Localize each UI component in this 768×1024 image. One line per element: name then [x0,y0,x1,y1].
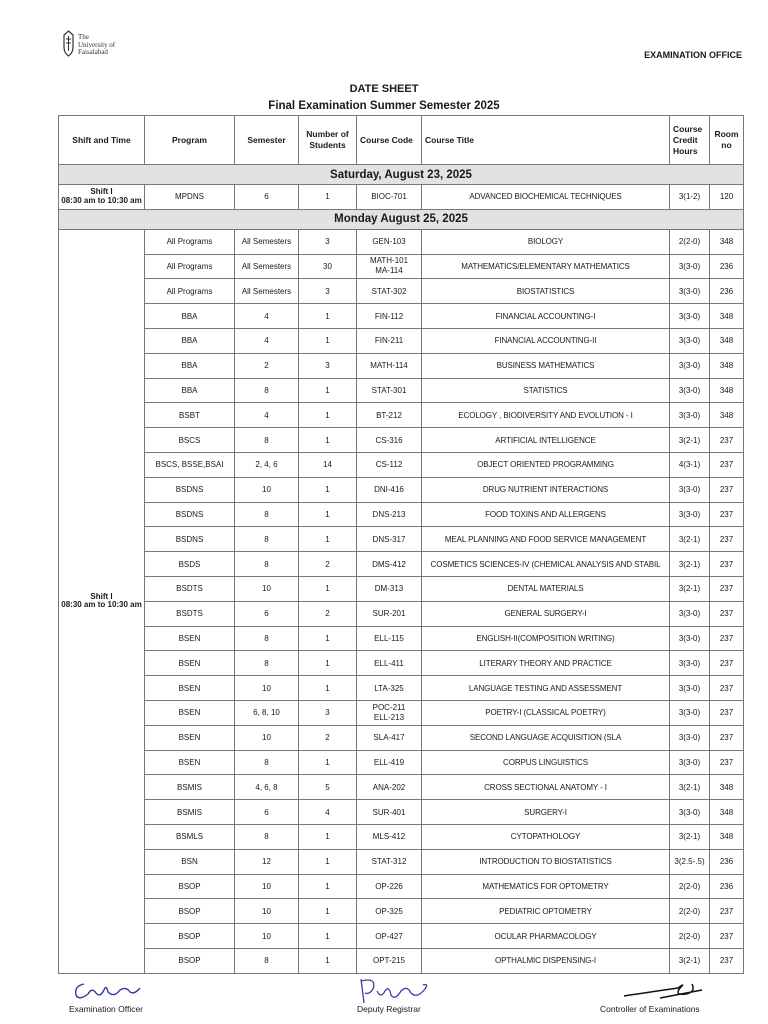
room-cell: 237 [710,552,744,577]
course-title-cell: PEDIATRIC OPTOMETRY [422,899,670,924]
students-cell: 2 [299,725,357,750]
course-code-cell: SLA-417 [357,725,422,750]
course-code-line: MA-114 [375,266,403,276]
students-cell: 3 [299,229,357,254]
semester-cell: 12 [235,849,299,874]
credit-cell: 3(2-1) [670,576,710,601]
course-code-line: ELL-213 [373,712,405,722]
students-cell: 3 [299,279,357,304]
table-row [59,229,744,254]
header-semester: Semester [235,116,299,165]
course-title-cell: SECOND LANGUAGE ACQUISITION (SLA [422,725,670,750]
room-cell: 237 [710,948,744,973]
program-cell: BSDNS [145,477,235,502]
program-cell: All Programs [145,229,235,254]
credit-cell: 3(2.5-.5) [670,849,710,874]
date-row [59,209,744,229]
room-cell: 236 [710,254,744,279]
credit-cell: 3(3-0) [670,601,710,626]
students-cell: 1 [299,651,357,676]
course-title-cell: OPTHALMIC DISPENSING-I [422,948,670,973]
course-code-cell: STAT-302 [357,279,422,304]
table-row [59,502,744,527]
table-row [59,576,744,601]
course-title-cell: POETRY-I (CLASSICAL POETRY) [422,700,670,725]
room-cell: 348 [710,304,744,329]
date-label: Monday August 25, 2025 [59,209,744,229]
room-cell: 237 [710,626,744,651]
program-cell: All Programs [145,254,235,279]
course-title-cell: ECOLOGY , BIODIVERSITY AND EVOLUTION - I [422,403,670,428]
credit-cell: 3(3-0) [670,328,710,353]
program-cell: BSN [145,849,235,874]
credit-cell: 3(3-0) [670,353,710,378]
room-cell: 120 [710,185,744,210]
room-cell: 237 [710,576,744,601]
program-cell: BSDTS [145,576,235,601]
table-row [59,899,744,924]
course-code-cell: FIN-211 [357,328,422,353]
semester-cell: 8 [235,948,299,973]
students-cell: 1 [299,626,357,651]
credit-cell: 3(3-0) [670,651,710,676]
course-code-cell: STAT-301 [357,378,422,403]
course-code-cell: FIN-112 [357,304,422,329]
table-row [59,353,744,378]
course-code-cell: MATH-114 [357,353,422,378]
course-code-cell: OPT-215 [357,948,422,973]
table-row [59,874,744,899]
course-title-cell: GENERAL SURGERY-I [422,601,670,626]
table-body [59,165,744,974]
shift-cell [59,229,145,973]
table-row [59,626,744,651]
semester-cell: 6 [235,800,299,825]
credit-cell: 2(2-0) [670,899,710,924]
course-code-cell: CS-112 [357,452,422,477]
header-students: Number of Students [299,116,357,165]
semester-cell: 8 [235,378,299,403]
students-cell: 1 [299,428,357,453]
semester-cell: 4, 6, 8 [235,775,299,800]
room-cell: 236 [710,874,744,899]
course-title-cell: ENGLISH-II(COMPOSITION WRITING) [422,626,670,651]
credit-cell: 3(2-1) [670,775,710,800]
course-code-cell: DNS-213 [357,502,422,527]
course-code-cell: SUR-201 [357,601,422,626]
room-cell: 237 [710,750,744,775]
signature-label-examination-officer: Examination Officer [69,1004,144,1014]
table-header-row [59,116,744,165]
students-cell: 1 [299,750,357,775]
university-logo [62,30,115,58]
semester-cell: 4 [235,328,299,353]
room-cell: 237 [710,527,744,552]
table-row [59,601,744,626]
course-code-cell: ANA-202 [357,775,422,800]
program-cell: BSEN [145,750,235,775]
table-row [59,700,744,725]
credit-cell: 3(2-1) [670,428,710,453]
semester-cell: 8 [235,428,299,453]
semester-cell: 2 [235,353,299,378]
credit-cell: 3(2-1) [670,824,710,849]
course-code-cell: DNS-317 [357,527,422,552]
room-cell: 348 [710,403,744,428]
students-cell: 1 [299,576,357,601]
course-code-cell: CS-316 [357,428,422,453]
table-row [59,725,744,750]
course-code-cell: DM-313 [357,576,422,601]
program-cell: BSOP [145,948,235,973]
semester-cell: 10 [235,576,299,601]
course-code-cell: BIOC-701 [357,185,422,210]
room-cell: 237 [710,899,744,924]
course-title-cell: BUSINESS MATHEMATICS [422,353,670,378]
shift-name: Shift I [90,187,113,197]
course-title-cell: FINANCIAL ACCOUNTING-I [422,304,670,329]
course-title-cell: OBJECT ORIENTED PROGRAMMING [422,452,670,477]
program-cell: BSEN [145,725,235,750]
credit-cell: 3(1-2) [670,185,710,210]
semester-cell: 4 [235,304,299,329]
course-title-cell: ARTIFICIAL INTELLIGENCE [422,428,670,453]
course-code-cell: STAT-312 [357,849,422,874]
students-cell: 1 [299,304,357,329]
students-cell: 1 [299,948,357,973]
course-title-cell: CROSS SECTIONAL ANATOMY - I [422,775,670,800]
room-cell: 237 [710,428,744,453]
course-title-cell: ADVANCED BIOCHEMICAL TECHNIQUES [422,185,670,210]
course-code-cell [357,700,422,725]
room-cell: 237 [710,452,744,477]
table-row [59,304,744,329]
semester-cell: 6 [235,185,299,210]
signature-label-deputy-registrar: Deputy Registrar [357,1004,421,1014]
room-cell: 237 [710,924,744,949]
logo-text: The University of Faisalabad [78,33,116,56]
shift-cell [59,185,145,210]
table-row [59,676,744,701]
students-cell: 5 [299,775,357,800]
program-cell: BSCS, BSSE,BSAI [145,452,235,477]
course-title-cell: CORPUS LINGUISTICS [422,750,670,775]
students-cell: 2 [299,601,357,626]
course-title-cell: BIOSTATISTICS [422,279,670,304]
shift-time: 08:30 am to 10:30 am [61,600,142,610]
room-cell: 348 [710,775,744,800]
program-cell: BSDNS [145,527,235,552]
semester-cell: 2, 4, 6 [235,452,299,477]
course-code-cell: ELL-411 [357,651,422,676]
room-cell: 237 [710,676,744,701]
course-title-cell: INTRODUCTION TO BIOSTATISTICS [422,849,670,874]
credit-cell: 2(2-0) [670,924,710,949]
course-code-cell: OP-427 [357,924,422,949]
semester-cell: 8 [235,750,299,775]
program-cell: MPDNS [145,185,235,210]
credit-cell: 3(2-1) [670,527,710,552]
table-row [59,800,744,825]
room-cell: 237 [710,651,744,676]
date-sheet-table [58,115,744,974]
course-code-cell: BT-212 [357,403,422,428]
signature-label-controller: Controller of Examinations [600,1004,700,1014]
table-row [59,750,744,775]
crest-icon [62,30,75,58]
program-cell: BSEN [145,676,235,701]
students-cell: 1 [299,378,357,403]
table-row [59,824,744,849]
course-title-cell: SURGERY-I [422,800,670,825]
room-cell: 237 [710,601,744,626]
shift-time: 08:30 am to 10:30 am [61,195,142,205]
room-cell: 348 [710,800,744,825]
semester-cell: 6, 8, 10 [235,700,299,725]
credit-cell: 3(2-1) [670,948,710,973]
credit-cell: 3(2-1) [670,552,710,577]
header-title: Course Title [422,116,670,165]
header-credit: Course Credit Hours [670,116,710,165]
students-cell: 1 [299,849,357,874]
course-code-line: POC-211 [372,702,406,712]
program-cell: BSDNS [145,502,235,527]
table-row [59,279,744,304]
table-row [59,328,744,353]
students-cell: 3 [299,353,357,378]
students-cell: 3 [299,700,357,725]
semester-cell: 10 [235,477,299,502]
course-title-cell: DENTAL MATERIALS [422,576,670,601]
course-title-cell: FINANCIAL ACCOUNTING-II [422,328,670,353]
course-code-cell: SUR-401 [357,800,422,825]
credit-cell: 3(3-0) [670,279,710,304]
table-row [59,527,744,552]
shift-name: Shift I [90,591,113,601]
course-title-cell: LANGUAGE TESTING AND ASSESSMENT [422,676,670,701]
course-code-cell: OP-325 [357,899,422,924]
semester-cell: 10 [235,924,299,949]
students-cell: 1 [299,899,357,924]
course-title-cell: FOOD TOXINS AND ALLERGENS [422,502,670,527]
semester-cell: 8 [235,626,299,651]
program-cell: BSOP [145,874,235,899]
program-cell: BSEN [145,626,235,651]
credit-cell: 3(3-0) [670,700,710,725]
students-cell: 4 [299,800,357,825]
course-code-cell: DNI-416 [357,477,422,502]
course-code-cell: MLS-412 [357,824,422,849]
signature-controller [620,978,710,1004]
program-cell: All Programs [145,279,235,304]
program-cell: BSOP [145,899,235,924]
semester-cell: 10 [235,725,299,750]
semester-cell: All Semesters [235,229,299,254]
credit-cell: 4(3-1) [670,452,710,477]
header-shift: Shift and Time [59,116,145,165]
program-cell: BSMLS [145,824,235,849]
room-cell: 348 [710,824,744,849]
semester-cell: All Semesters [235,279,299,304]
program-cell: BSMIS [145,775,235,800]
semester-cell: 8 [235,824,299,849]
course-title-cell: MATHEMATICS FOR OPTOMETRY [422,874,670,899]
program-cell: BSEN [145,700,235,725]
students-cell: 1 [299,477,357,502]
credit-cell: 3(3-0) [670,800,710,825]
table-row [59,477,744,502]
students-cell: 1 [299,328,357,353]
students-cell: 30 [299,254,357,279]
program-cell: BSCS [145,428,235,453]
course-code-cell: GEN-103 [357,229,422,254]
students-cell: 1 [299,824,357,849]
room-cell: 236 [710,849,744,874]
semester-cell: 8 [235,527,299,552]
program-cell: BSDTS [145,601,235,626]
students-cell: 1 [299,527,357,552]
header-program: Program [145,116,235,165]
page-subtitle: Final Examination Summer Semester 2025 [268,100,500,112]
credit-cell: 2(2-0) [670,229,710,254]
program-cell: BSBT [145,403,235,428]
course-title-cell: COSMETICS SCIENCES-IV (CHEMICAL ANALYSIS AND STABIL [422,552,670,577]
table-row [59,948,744,973]
course-code-cell: LTA-325 [357,676,422,701]
table-row [59,552,744,577]
semester-cell: 4 [235,403,299,428]
credit-cell: 3(3-0) [670,725,710,750]
students-cell: 2 [299,552,357,577]
course-title-cell: LITERARY THEORY AND PRACTICE [422,651,670,676]
header-room: Room no [710,116,744,165]
credit-cell: 3(3-0) [670,254,710,279]
office-label: EXAMINATION OFFICE [644,50,742,60]
room-cell: 237 [710,477,744,502]
room-cell: 348 [710,229,744,254]
program-cell: BSDS [145,552,235,577]
credit-cell: 3(3-0) [670,502,710,527]
semester-cell: 10 [235,874,299,899]
credit-cell: 3(3-0) [670,626,710,651]
students-cell: 1 [299,502,357,527]
credit-cell: 2(2-0) [670,874,710,899]
credit-cell: 3(3-0) [670,477,710,502]
course-code-cell: OP-226 [357,874,422,899]
semester-cell: 8 [235,552,299,577]
room-cell: 237 [710,725,744,750]
room-cell: 348 [710,328,744,353]
semester-cell: All Semesters [235,254,299,279]
course-title-cell: OCULAR PHARMACOLOGY [422,924,670,949]
room-cell: 348 [710,378,744,403]
students-cell: 1 [299,403,357,428]
credit-cell: 3(3-0) [670,304,710,329]
students-cell: 1 [299,676,357,701]
course-code-line: MATH-101 [369,256,409,266]
course-title-cell: CYTOPATHOLOGY [422,824,670,849]
table-row [59,185,744,210]
room-cell: 348 [710,353,744,378]
room-cell: 237 [710,700,744,725]
date-row [59,165,744,185]
room-cell: 236 [710,279,744,304]
semester-cell: 6 [235,601,299,626]
program-cell: BSOP [145,924,235,949]
students-cell: 14 [299,452,357,477]
date-label: Saturday, August 23, 2025 [59,165,744,185]
students-cell: 1 [299,924,357,949]
course-code-cell: DMS-412 [357,552,422,577]
signature-examination-officer [70,978,160,1004]
course-code-cell: ELL-419 [357,750,422,775]
semester-cell: 10 [235,676,299,701]
course-title-cell: DRUG NUTRIENT INTERACTIONS [422,477,670,502]
semester-cell: 8 [235,651,299,676]
table-row [59,254,744,279]
table-row [59,924,744,949]
header-code: Course Code [357,116,422,165]
table-row [59,775,744,800]
credit-cell: 3(3-0) [670,378,710,403]
table-row [59,651,744,676]
students-cell: 1 [299,185,357,210]
students-cell: 1 [299,874,357,899]
credit-cell: 3(3-0) [670,750,710,775]
program-cell: BSMIS [145,800,235,825]
semester-cell: 8 [235,502,299,527]
course-title-cell: STATISTICS [422,378,670,403]
credit-cell: 3(3-0) [670,403,710,428]
page-title: DATE SHEET [349,83,419,95]
table-row [59,403,744,428]
course-title-cell: MATHEMATICS/ELEMENTARY MATHEMATICS [422,254,670,279]
program-cell: BBA [145,304,235,329]
semester-cell: 10 [235,899,299,924]
course-title-cell: BIOLOGY [422,229,670,254]
table-row [59,452,744,477]
program-cell: BSEN [145,651,235,676]
program-cell: BBA [145,353,235,378]
program-cell: BBA [145,378,235,403]
table-row [59,378,744,403]
room-cell: 237 [710,502,744,527]
table-row [59,849,744,874]
table-row [59,428,744,453]
credit-cell: 3(3-0) [670,676,710,701]
course-code-cell [357,254,422,279]
program-cell: BBA [145,328,235,353]
course-code-cell: ELL-115 [357,626,422,651]
course-title-cell: MEAL PLANNING AND FOOD SERVICE MANAGEMENT [422,527,670,552]
